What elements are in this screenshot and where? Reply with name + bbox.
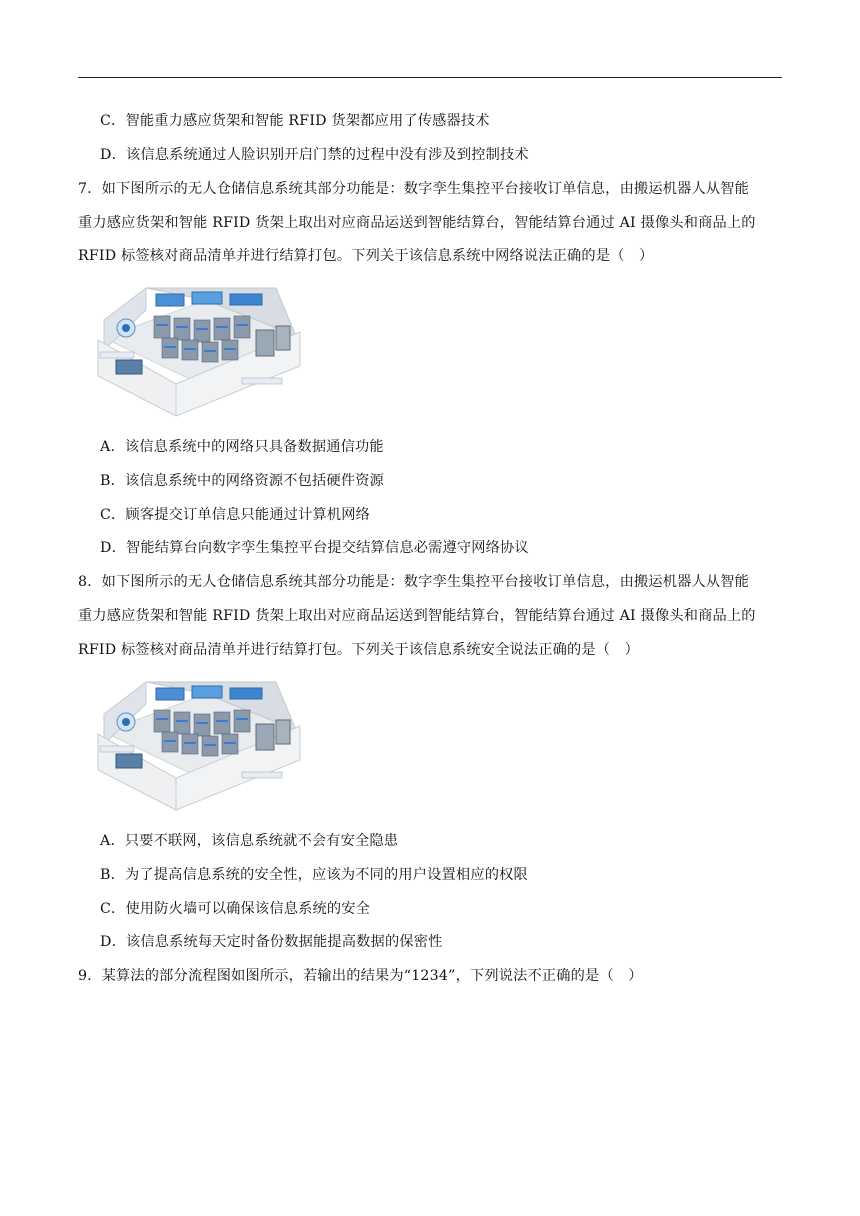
q8-stem-line-3: RFID 标签核对商品清单并进行结算打包。下列关于该信息系统安全说法正确的是（ ） (78, 642, 639, 658)
q8-option-c: C．使用防火墙可以确保该信息系统的安全 (100, 901, 371, 917)
q7-stem-line-3: RFID 标签核对商品清单并进行结算打包。下列关于该信息系统中网络说法正确的是（ ） (78, 248, 654, 264)
q7-option-b: B．该信息系统中的网络资源不包括硬件资源 (100, 473, 384, 489)
q6-option-c: C．智能重力感应货架和智能 RFID 货架都应用了传感器技术 (100, 113, 490, 129)
q7-option-c: C．顾客提交订单信息只能通过计算机网络 (100, 507, 371, 523)
warehouse-figure-q7 (96, 280, 304, 418)
q7-stem-line-2: 重力感应货架和智能 RFID 货架上取出对应商品运送到智能结算台，智能结算台通过 AI 摄像头和商品上的 (78, 215, 756, 231)
q8-option-d: D．该信息系统每天定时备份数据能提高数据的保密性 (100, 934, 443, 950)
warehouse-figure-q8 (96, 674, 304, 812)
q8-option-a: A．只要不联网，该信息系统就不会有安全隐患 (100, 833, 399, 849)
q7-option-a: A．该信息系统中的网络只具备数据通信功能 (100, 439, 384, 455)
header-rule (78, 77, 782, 78)
q6-option-d: D．该信息系统通过人脸识别开启门禁的过程中没有涉及到控制技术 (100, 147, 529, 163)
q9-stem: 9．某算法的部分流程图如图所示，若输出的结果为“1234”，下列说法不正确的是（ ） (78, 968, 643, 984)
q8-option-b: B．为了提高信息系统的安全性，应该为不同的用户设置相应的权限 (100, 867, 528, 883)
q8-stem-line-1: 8．如下图所示的无人仓储信息系统其部分功能是：数字孪生集控平台接收订单信息，由搬运机器人从智能 (78, 574, 750, 590)
q8-stem-line-2: 重力感应货架和智能 RFID 货架上取出对应商品运送到智能结算台，智能结算台通过 AI 摄像头和商品上的 (78, 608, 756, 624)
q7-stem-line-1: 7．如下图所示的无人仓储信息系统其部分功能是：数字孪生集控平台接收订单信息，由搬运机器人从智能 (78, 181, 750, 197)
q7-option-d: D．智能结算台向数字孪生集控平台提交结算信息必需遵守网络协议 (100, 540, 529, 556)
